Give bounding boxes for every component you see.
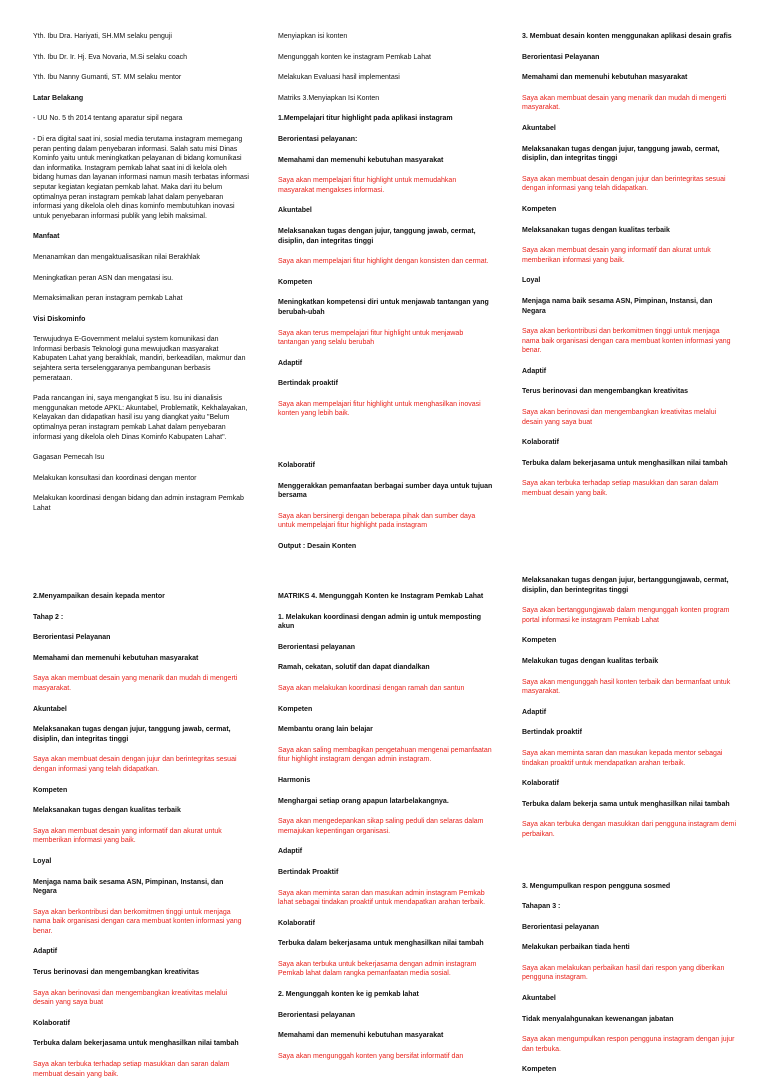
text-paragraph: Meningkatkan peran ASN dan mengatasi isu. — [33, 274, 174, 282]
text-paragraph: Yth. Ibu Dr. Ir. Hj. Eva Novaria, M.Si selaku coach — [33, 53, 188, 61]
bold-heading-paragraph: Kompeten — [33, 786, 68, 794]
bold-heading-paragraph: Latar Belakang — [33, 94, 84, 102]
red-note-paragraph: Saya akan saling membagikan pengetahuan mengenai pemanfaatan fitur highlight instagram dengan admin instagram. — [278, 746, 492, 764]
bold-heading-paragraph: Adaptif — [522, 708, 547, 716]
text-paragraph: Gagasan Pemecah Isu — [33, 454, 105, 462]
red-note-paragraph: Saya akan meminta saran dan masukan admin instagram Pemkab lahat sebagai tindakan proaktif untuk mendapatkan arahan terbaik. — [278, 889, 486, 907]
bold-heading-paragraph: Bertindak proaktif — [522, 729, 582, 737]
bold-heading-paragraph: Berorientasi pelayanan: — [278, 135, 358, 143]
red-note-paragraph: Saya akan terbuka terhadap setiap masukkan dan saran dalam membuat desain yang baik. — [33, 1061, 230, 1078]
bold-heading-paragraph: Memahami dan memenuhi kebutuhan masyarakat — [33, 654, 199, 662]
red-note-paragraph: Saya akan membuat desain yang informatif dan akurat untuk memberikan informasi yang baik. — [33, 827, 222, 845]
bold-heading-paragraph: Melakukan tugas dengan kualitas terbaik — [522, 657, 659, 665]
bold-heading-paragraph: Meningkatkan kompetensi diri untuk menjawab tantangan yang berubah-ubah — [278, 299, 489, 316]
bold-heading-paragraph: Membantu orang lain belajar — [278, 726, 373, 734]
bold-heading-paragraph: Akuntabel — [522, 995, 556, 1003]
bold-heading-paragraph: Tidak menyalahgunakan kewenangan jabatan — [522, 1015, 674, 1023]
text-paragraph: Melakukan konsultasi dan koordinasi dengan mentor — [33, 474, 197, 482]
bold-heading-paragraph: Terus berinovasi dan mengembangkan kreativitas — [33, 969, 199, 977]
red-note-paragraph: Saya akan berinovasi dan mengembangkan kreativitas melalui desain yang saya buat — [33, 989, 228, 1007]
bold-heading-paragraph: Menjaga nama baik sesama ASN, Pimpinan, Instansi, dan Negara — [522, 297, 713, 315]
bold-heading-paragraph: Berorientasi pelayanan — [278, 1011, 356, 1019]
text-paragraph: Melakukan Evaluasi hasil implementasi — [278, 74, 400, 82]
bold-heading-paragraph: Kolaboratif — [522, 780, 559, 788]
bold-heading-paragraph: Adaptif — [278, 848, 303, 856]
bold-heading-paragraph: Kompeten — [522, 1066, 557, 1074]
bold-heading-paragraph: 2.Menyampaikan desain kepada mentor — [33, 593, 165, 600]
bold-heading-paragraph: Kompeten — [522, 205, 557, 213]
bold-heading-paragraph: Kompeten — [278, 278, 313, 286]
bold-heading-paragraph: Berorientasi pelayanan — [522, 923, 600, 931]
bold-heading-paragraph: Kolaboratif — [278, 462, 315, 470]
bold-heading-paragraph: Adaptif — [33, 948, 58, 956]
red-note-paragraph: Saya akan melakukan perbaikan hasil dari respon yang diberikan pengguna instagram. — [522, 964, 725, 982]
bold-heading-paragraph: Akuntabel — [522, 124, 556, 132]
bold-heading-paragraph: Kolaboratif — [278, 919, 315, 927]
bold-heading-paragraph: Ramah, cekatan, solutif dan dapat diandalkan — [278, 664, 430, 672]
bold-heading-paragraph: Terbuka dalam bekerjasama untuk menghasilkan nilai tambah — [33, 1040, 239, 1048]
bold-heading-paragraph: Kolaboratif — [522, 439, 559, 447]
text-paragraph — [522, 851, 738, 871]
red-note-paragraph: Saya akan meminta saran dan masukan kepada mentor sebagai tindakan proaktif untuk mendapatkan arahan terbaik. — [522, 749, 723, 767]
text-paragraph: Matriks 3.Menyiapkan Isi Konten — [278, 94, 380, 102]
text-paragraph: Mengunggah konten ke instagram Pemkab Lahat — [278, 53, 431, 61]
bold-heading-paragraph: 1. Melakukan koordinasi dengan admin ig untuk memposting akun — [278, 613, 482, 631]
top-right-column — [522, 32, 738, 510]
bold-heading-paragraph: 3. Mengumpulkan respon pengguna sosmed — [522, 882, 671, 890]
bold-heading-paragraph: Akuntabel — [33, 705, 67, 713]
text-paragraph — [278, 430, 494, 450]
bold-heading-paragraph: Terus berinovasi dan mengembangkan kreativitas — [522, 388, 688, 396]
bold-heading-paragraph: Harmonis — [278, 776, 311, 784]
bold-heading-paragraph: Kompeten — [278, 705, 313, 713]
bold-heading-paragraph: Akuntabel — [278, 207, 312, 215]
red-note-paragraph: Saya akan mempelajari fitur highlight dengan konsisten dan cermat. — [278, 258, 489, 266]
bold-heading-paragraph: Memahami dan memenuhi kebutuhan masyarakat — [278, 1032, 444, 1040]
text-paragraph: Memaksimalkan peran instagram pemkab Lahat — [33, 295, 183, 303]
red-note-paragraph: Saya akan mempelajari fitur highlight untuk memudahkan masyarakat mengakses informasi. — [278, 177, 457, 194]
red-note-paragraph: Saya akan terbuka untuk bekerjasama dengan admin instagram Pemkab lahat dalam rangka pemanfaatan media sosial. — [278, 960, 477, 978]
bold-heading-paragraph: Terbuka dalam bekerja sama untuk menghasilkan nilai tambah — [522, 800, 730, 808]
red-note-paragraph: Saya akan terbuka terhadap setiap masukkan dan saran dalam membuat desain yang baik. — [522, 480, 719, 498]
red-note-paragraph: Saya akan berinovasi dan mengembangkan kreativitas melalui desain yang saya buat — [522, 409, 717, 426]
bold-heading-paragraph: Melaksanakan tugas dengan jujur, tanggung jawab, cermat, disiplin, dan integritas tinggi — [522, 145, 720, 163]
text-paragraph: - UU No. 5 th 2014 tentang aparatur sipil negara — [33, 115, 183, 123]
bold-heading-paragraph: Terbuka dalam bekerjasama untuk menghasilkan nilai tambah — [522, 459, 728, 467]
red-note-paragraph: Saya akan bertanggungjawab dalam mengunggah konten program portal informasi ke instagram Pemkab Lahat — [522, 607, 730, 624]
text-paragraph: Pada rancangan ini, saya mengangkat 5 isu. Isu ini dianalisis menggunakan metode APKL: Akuntabel, Problematik, Kekhalayakan, Kelayakan dan didapatkan hasil isu yang diangkat yaitu "Belum optimalnya peran instagram pemkab Lahat dalam penyebaran informasi yang dikelola oleh Dinas Kominfo Kabupaten Lahat". — [33, 395, 248, 441]
bold-heading-paragraph: 3. Membuat desain konten menggunakan aplikasi desain grafis — [522, 33, 732, 40]
red-note-paragraph: Saya akan berkontribusi dan berkomitmen tinggi untuk menjaga nama baik organisasi dengan cara membuat konten informasi yang benar. — [33, 908, 242, 935]
top-middle-column — [278, 32, 494, 563]
text-paragraph: Terwujudnya E-Government melalui system komunikasi dan Informasi berbasis Teknologi guna mewujudkan masyarakat Kabupaten Lahat yang berakhlak, mandiri, berkeadilan, makmur dan sejahtera serta terselenggaranya pembangunan berbasis pemerataan. — [33, 336, 246, 382]
bold-heading-paragraph: Adaptif — [522, 367, 547, 375]
text-paragraph: Yth. Ibu Dra. Hariyati, SH.MM selaku penguji — [33, 33, 172, 40]
red-note-paragraph: Saya akan mengumpulkan respon pengguna instagram dengan jujur dan terbuka. — [522, 1036, 735, 1053]
bold-heading-paragraph: Berorientasi pelayanan — [278, 643, 356, 651]
bold-heading-paragraph: Berorientasi Pelayanan — [33, 634, 111, 642]
red-note-paragraph: Saya akan membuat desain yang menarik dan mudah di mengerti masyarakat. — [33, 675, 238, 692]
bold-heading-paragraph: Tahapan 3 : — [522, 903, 561, 911]
bold-heading-paragraph: Memahami dan memenuhi kebutuhan masyarakat — [522, 74, 688, 82]
bold-heading-paragraph: MATRIKS 4. Mengunggah Konten ke Instagram Pemkab Lahat — [278, 593, 484, 600]
bold-heading-paragraph: Berorientasi Pelayanan — [522, 53, 600, 61]
bold-heading-paragraph: Manfaat — [33, 233, 60, 241]
red-note-paragraph: Saya akan mempelajari fitur highlight untuk menghasilkan inovasi konten yang lebih baik. — [278, 400, 481, 418]
bold-heading-paragraph: Melakukan perbaikan tiada henti — [522, 944, 630, 952]
bold-heading-paragraph: Terbuka dalam bekerjasama untuk menghasilkan nilai tambah — [278, 940, 484, 948]
red-note-paragraph: Saya akan mengunggah konten yang bersifat informatif dan — [278, 1052, 464, 1060]
red-note-paragraph: Saya akan terbuka dengan masukkan dari pengguna instagram demi perbaikan. — [522, 821, 737, 838]
bold-heading-paragraph: Menghargai setiap orang apapun latarbelakangnya. — [278, 797, 449, 805]
bold-heading-paragraph: 2. Mengunggah konten ke ig pemkab lahat — [278, 991, 419, 999]
red-note-paragraph: Saya akan membuat desain yang informatif dan akurat untuk memberikan informasi yang baik. — [522, 247, 711, 264]
top-left-column — [33, 32, 249, 525]
bold-heading-paragraph: Menggerakkan pemanfaatan berbagai sumber daya untuk tujuan bersama — [278, 482, 493, 500]
bold-heading-paragraph: Menjaga nama baik sesama ASN, Pimpinan, Instansi, dan Negara — [33, 878, 224, 896]
bottom-left-column — [33, 592, 249, 1090]
red-note-paragraph: Saya akan membuat desain dengan jujur dan berintegritas sesuai dengan informasi yang telah didapatkan. — [33, 756, 237, 773]
bold-heading-paragraph: Kompeten — [522, 637, 557, 645]
bold-heading-paragraph: Tahap 2 : — [33, 613, 64, 621]
red-note-paragraph: Saya akan mengunggah hasil konten terbaik dan bermanfaat untuk masyarakat. — [522, 678, 731, 696]
red-note-paragraph: Saya akan terus mempelajari fitur highlight untuk menjawab tantangan yang selalu berubah — [278, 329, 464, 347]
bold-heading-paragraph: Melaksanakan tugas dengan jujur, tanggung jawab, cermat, disiplin, dan integritas tinggi — [278, 227, 476, 245]
red-note-paragraph: Saya akan membuat desain yang menarik dan mudah di mengerti masyarakat. — [522, 94, 727, 112]
bold-heading-paragraph: Melaksanakan tugas dengan jujur, tanggung jawab, cermat, disiplin, dan integritas tinggi — [33, 726, 231, 743]
bold-heading-paragraph: Output : Desain Konten — [278, 543, 357, 551]
red-note-paragraph: Saya akan membuat desain dengan jujur dan berintegritas sesuai dengan informasi yang telah didapatkan. — [522, 175, 726, 193]
bold-heading-paragraph: Loyal — [522, 277, 541, 285]
red-note-paragraph: Saya akan melakukan koordinasi dengan ramah dan santun — [278, 684, 465, 692]
red-note-paragraph: Saya akan bersinergi dengan beberapa pihak dan sumber daya untuk mempelajari fitur highlight pada instagram — [278, 512, 476, 530]
bold-heading-paragraph: Kolaboratif — [33, 1019, 70, 1027]
bold-heading-paragraph: Memahami dan memenuhi kebutuhan masyarakat — [278, 156, 444, 164]
bold-heading-paragraph: Loyal — [33, 857, 52, 865]
text-paragraph: Menanamkan dan mengaktualisasikan nilai Berakhlak — [33, 253, 200, 261]
bold-heading-paragraph: Adaptif — [278, 359, 303, 367]
text-paragraph: Menyiapkan isi konten — [278, 33, 348, 40]
bottom-middle-column — [278, 592, 494, 1072]
bottom-right-column — [522, 576, 738, 1086]
bold-heading-paragraph: Melaksanakan tugas dengan kualitas terbaik — [522, 226, 670, 234]
text-paragraph: Yth. Ibu Nanny Gumanti, ST. MM selaku mentor — [33, 74, 182, 82]
bold-heading-paragraph: Melaksanakan tugas dengan kualitas terbaik — [33, 807, 181, 815]
bold-heading-paragraph: 1.Mempelajari titur highlight pada aplikasi instagram — [278, 115, 453, 123]
bold-heading-paragraph: Bertindak proaktif — [278, 380, 338, 388]
bold-heading-paragraph: Bertindak Proaktif — [278, 868, 339, 876]
text-paragraph: Melakukan koordinasi dengan bidang dan admin instagram Pemkab Lahat — [33, 495, 244, 512]
text-paragraph: - Di era digital saat ini, sosial media terutama instagram memegang peran penting dalam penyebaran informasi. Salah satu misi Dinas Kominfo yaitu untuk meningkatkan pelayanan di bidang komunikasi dan informatika. Instagram pemkab lahat saat ini di kelola oleh bidang humas dan layanan informasi namun masih terbatas informasi seputar kegiatan kegiatan pemkab lahat. Maka dari itu belum optimalnya peran instagram pemkab lahat dalam penyebaran informasi yang dikelola oleh dinas kominfo membutuhkan inovasi untuk penyebaran informasi publik yang lebih maksimal. — [33, 135, 249, 220]
bold-heading-paragraph: Visi Diskominfo — [33, 315, 86, 323]
bold-heading-paragraph: Melaksanakan tugas dengan jujur, bertanggungjawab, cermat, disiplin, dan berintegritas tinggi — [522, 577, 729, 594]
red-note-paragraph: Saya akan berkontribusi dan berkomitmen tinggi untuk menjaga nama baik organisasi dengan cara membuat konten informasi yang benar. — [522, 328, 731, 355]
red-note-paragraph: Saya akan mengedepankan sikap saling peduli dan selaras dalam memajukan kepentingan organisasi. — [278, 818, 484, 835]
